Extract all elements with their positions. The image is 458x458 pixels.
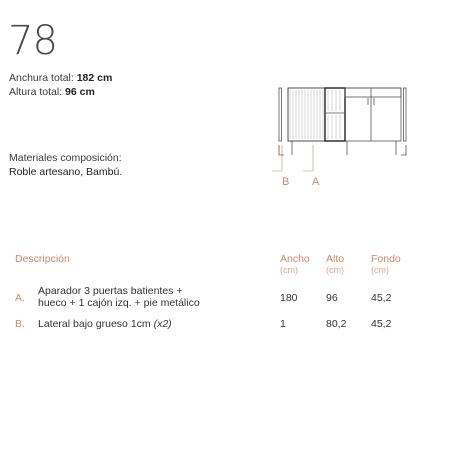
furniture-drawing <box>268 85 418 195</box>
foot-left <box>279 145 284 155</box>
header-height <box>326 254 344 276</box>
header-width <box>280 254 310 276</box>
header-height-unit: (cm) <box>326 265 344 275</box>
total-width-value: 182 cm <box>76 72 113 84</box>
row-a-description <box>38 285 200 309</box>
row-b-description-text: Lateral bajo grueso 1cm <box>38 318 151 330</box>
header-depth-label: Fondo <box>371 253 401 265</box>
header-depth <box>371 254 401 276</box>
row-a-width: 180 <box>280 292 298 304</box>
row-b-depth: 45,2 <box>371 318 392 330</box>
materials-block <box>9 152 122 179</box>
callout-b-line <box>272 145 282 171</box>
total-width <box>9 72 112 86</box>
callout-b-label: B <box>282 176 290 188</box>
header-width-unit: (cm) <box>280 265 298 275</box>
row-b-description-suffix: (x2) <box>153 318 172 330</box>
drawer <box>345 88 401 97</box>
header-height-label: Alto <box>326 253 345 265</box>
callout-a-label: A <box>312 176 320 188</box>
row-b-width: 1 <box>280 318 286 330</box>
row-a-letter: A. <box>15 292 25 304</box>
row-a-height: 96 <box>326 292 338 304</box>
row-b-description <box>38 318 172 330</box>
callout-a-line <box>303 145 313 171</box>
total-height-label: Altura total: <box>9 85 63 98</box>
row-b-letter: B. <box>15 318 25 330</box>
foot-right <box>401 145 406 155</box>
header-description: Descripción <box>15 253 70 265</box>
row-a-depth: 45,2 <box>371 292 392 304</box>
side-panel-left <box>279 88 282 141</box>
row-a-description-line2: hueco + 1 cajón izq. + pie metálico <box>38 297 200 309</box>
materials-value: Roble artesano, Bambú. <box>9 165 123 178</box>
bamboo-door-left <box>288 88 325 141</box>
total-height-value: 96 cm <box>65 85 95 98</box>
materials-label: Materiales composición: <box>9 152 122 164</box>
total-height <box>9 86 112 100</box>
model-number: 78 <box>8 18 57 64</box>
header-width-label: Ancho <box>280 253 310 265</box>
header-depth-unit: (cm) <box>371 265 389 275</box>
dimensions-block <box>9 72 112 99</box>
side-panel-right <box>404 88 407 141</box>
bamboo-texture <box>290 90 340 139</box>
row-a-description-line1: Aparador 3 puertas batientes + <box>38 285 183 297</box>
total-width-label: Anchura total: <box>9 72 74 84</box>
row-b-height: 80,2 <box>326 318 347 330</box>
